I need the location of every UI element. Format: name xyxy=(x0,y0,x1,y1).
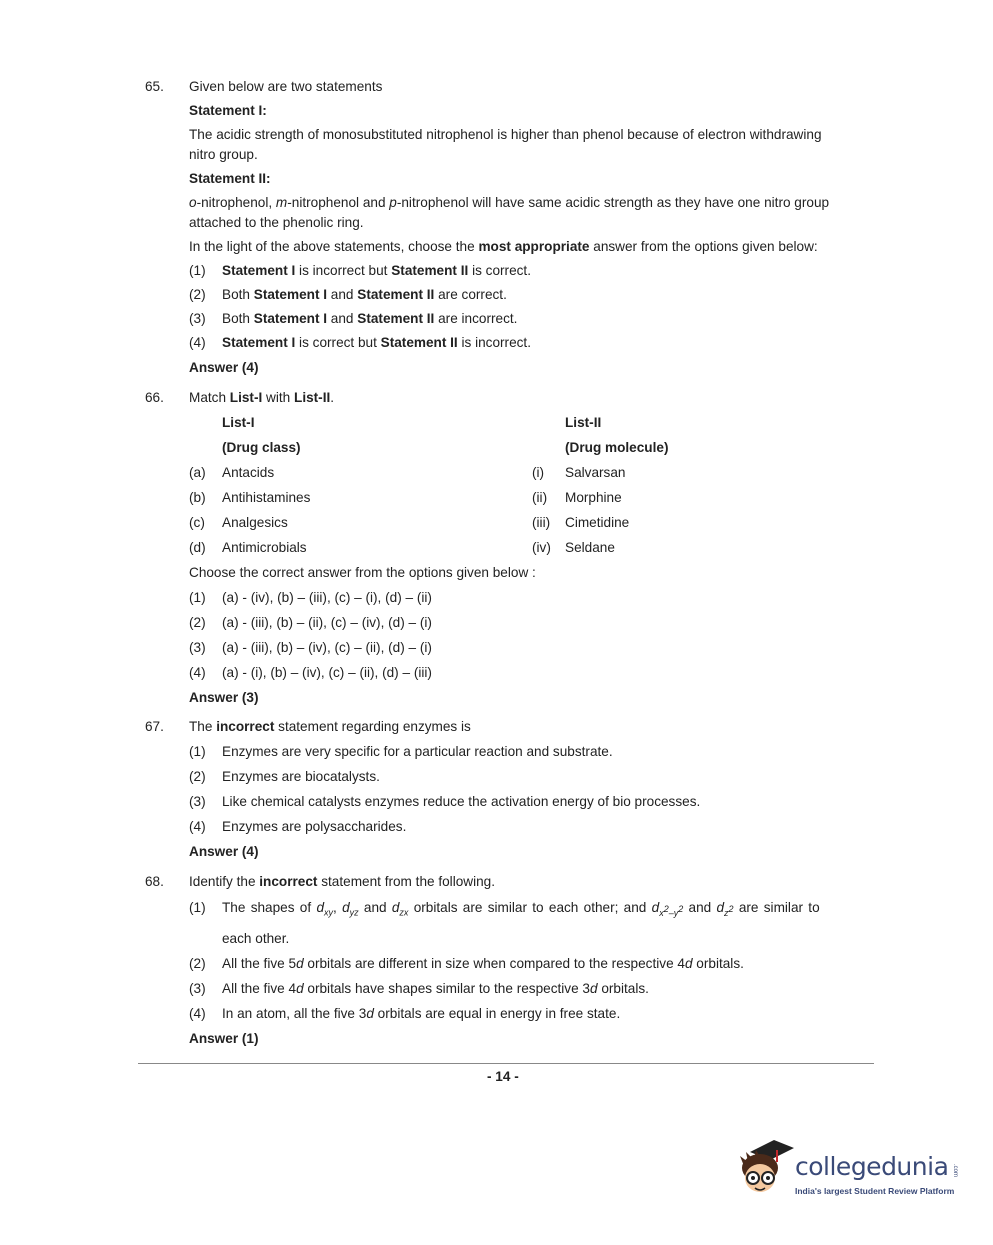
row-label: (iv) xyxy=(532,540,551,555)
option-text: Like chemical catalysts enzymes reduce the activation energy of bio processes. xyxy=(222,794,701,809)
option-number: (3) xyxy=(189,311,206,326)
option-text: each other. xyxy=(222,931,290,946)
option-text: All the five 4d orbitals have shapes similar to the respective 3d orbitals. xyxy=(222,981,649,996)
option-number: (2) xyxy=(189,769,206,784)
option-number: (3) xyxy=(189,794,206,809)
statement-text: o-nitrophenol, m-nitrophenol and p-nitrophenol will have same acidic strength as they have one nitro group xyxy=(189,195,830,210)
question-number: 68. xyxy=(145,874,164,889)
collegedunia-logo xyxy=(738,1138,963,1208)
row-label: (d) xyxy=(189,540,206,555)
brand-domain: .com xyxy=(952,1164,958,1178)
option-number: (2) xyxy=(189,956,206,971)
option-number: (3) xyxy=(189,981,206,996)
brand-tagline: India's largest Student Review Platform xyxy=(795,1186,955,1196)
option-number: (4) xyxy=(189,1006,206,1021)
list-1-item: Analgesics xyxy=(222,515,288,530)
row-label: (ii) xyxy=(532,490,548,505)
statement-text: The acidic strength of monosubstituted nitrophenol is higher than phenol because of electron withdrawing xyxy=(189,127,822,142)
option-text: (a) - (i), (b) – (iv), (c) – (ii), (d) – (iii) xyxy=(222,665,432,680)
option-text: (a) - (iii), (b) – (iv), (c) – (ii), (d) – (i) xyxy=(222,640,432,655)
option-number: (2) xyxy=(189,287,206,302)
option-text: (a) - (iii), (b) – (ii), (c) – (iv), (d) – (i) xyxy=(222,615,432,630)
option-text: Enzymes are biocatalysts. xyxy=(222,769,380,784)
option-number: (1) xyxy=(189,900,206,915)
row-label: (a) xyxy=(189,465,206,480)
list-1-item: Antihistamines xyxy=(222,490,311,505)
question-text: Identify the incorrect statement from the following. xyxy=(189,874,496,889)
page-number: - 14 - xyxy=(487,1069,519,1084)
question-text: Match List-I with List-II. xyxy=(189,390,335,405)
list-2-item: Seldane xyxy=(565,540,615,555)
answer-label: Answer (3) xyxy=(189,690,259,705)
statement-heading: Statement I: xyxy=(189,103,267,118)
list-1-item: Antimicrobials xyxy=(222,540,307,555)
row-label: (b) xyxy=(189,490,206,505)
question-number: 65. xyxy=(145,79,164,94)
option-text: Enzymes are very specific for a particular reaction and substrate. xyxy=(222,744,613,759)
list-2-subheading: (Drug molecule) xyxy=(565,440,669,455)
list-2-heading: List-II xyxy=(565,415,602,430)
list-2-item: Cimetidine xyxy=(565,515,630,530)
list-1-item: Antacids xyxy=(222,465,275,480)
statement-text: nitro group. xyxy=(189,147,258,162)
statement-heading: Statement II: xyxy=(189,171,271,186)
row-label: (iii) xyxy=(532,515,551,530)
option-text: The shapes of $d_{xy}$, $d_{yz}$ and $d_{zx}$ orbitals are similar to each other; and $d_{x^2-y^2}$ and $d_{z^2}$ are similar to xyxy=(222,900,820,918)
statement-text: attached to the phenolic ring. xyxy=(189,215,364,230)
brand-name: collegedunia xyxy=(795,1152,949,1181)
row-label: (i) xyxy=(532,465,545,480)
option-number: (4) xyxy=(189,335,206,350)
list-2-item: Morphine xyxy=(565,490,622,505)
option-text: Both Statement I and Statement II are correct. xyxy=(222,287,507,302)
option-number: (1) xyxy=(189,263,206,278)
option-text: In an atom, all the five 3d orbitals are equal in energy in free state. xyxy=(222,1006,621,1021)
option-text: Statement I is correct but Statement II is incorrect. xyxy=(222,335,531,350)
option-text: Both Statement I and Statement II are incorrect. xyxy=(222,311,518,326)
option-text: Statement I is incorrect but Statement II is correct. xyxy=(222,263,531,278)
question-number: 67. xyxy=(145,719,164,734)
list-1-subheading: (Drug class) xyxy=(222,440,301,455)
option-text: Enzymes are polysaccharides. xyxy=(222,819,407,834)
list-2-item: Salvarsan xyxy=(565,465,626,480)
instruction-text: Choose the correct answer from the options given below : xyxy=(189,565,536,580)
question-text: Given below are two statements xyxy=(189,79,383,94)
answer-label: Answer (4) xyxy=(189,360,259,375)
question-number: 66. xyxy=(145,390,164,405)
option-number: (1) xyxy=(189,744,206,759)
answer-label: Answer (1) xyxy=(189,1031,259,1046)
footer-divider xyxy=(138,1063,874,1064)
option-number: (1) xyxy=(189,590,206,605)
option-text: All the five 5d orbitals are different in size when compared to the respective 4d orbitals. xyxy=(222,956,744,971)
row-label: (c) xyxy=(189,515,205,530)
option-number: (4) xyxy=(189,819,206,834)
option-number: (2) xyxy=(189,615,206,630)
mascot-icon xyxy=(738,1138,796,1200)
option-number: (4) xyxy=(189,665,206,680)
question-text: The incorrect statement regarding enzymes is xyxy=(189,719,471,734)
answer-label: Answer (4) xyxy=(189,844,259,859)
option-number: (3) xyxy=(189,640,206,655)
list-1-heading: List-I xyxy=(222,415,255,430)
instruction-text: In the light of the above statements, choose the most appropriate answer from the options given below: xyxy=(189,239,818,254)
option-text: (a) - (iv), (b) – (iii), (c) – (i), (d) – (ii) xyxy=(222,590,432,605)
